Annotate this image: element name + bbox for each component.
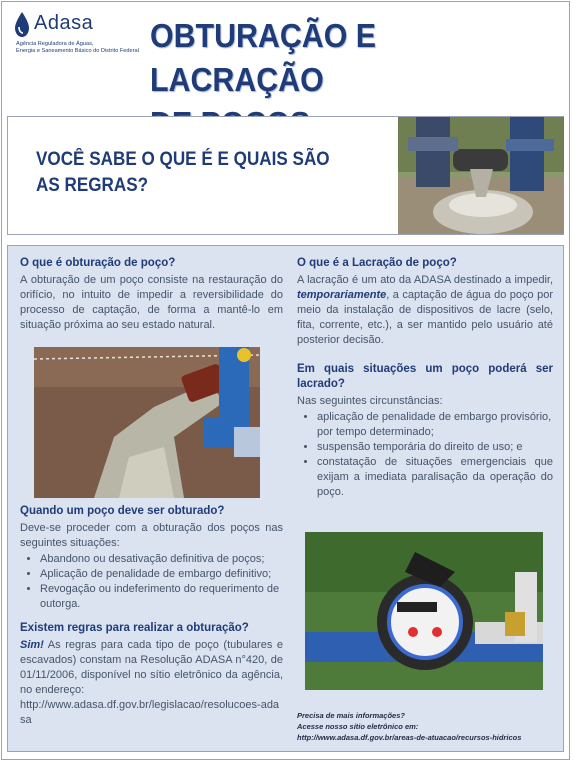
adasa-logo (14, 10, 144, 60)
emphasis-sim: Sim! (20, 639, 44, 651)
title-line1: OBTURAÇÃO E LACRAÇÃO (150, 17, 377, 98)
footer-info (297, 710, 557, 743)
list-item: • Abandono ou desativação definitiva de poços; (40, 552, 283, 567)
logo-tagline-line2: Energia e Saneamento Básico do Distrito Federal (16, 48, 139, 54)
link-resolucoes-adasa[interactable]: http://www.adasa.df.gov.br/legislacao/resolucoes-adasa (20, 699, 280, 726)
content-panel (7, 245, 564, 752)
heading-regras-obturacao: Existem regras para realizar a obturação? (20, 622, 249, 634)
list-item: • Revogação ou indeferimento do requerimento de outorga. (40, 582, 283, 612)
right-column (297, 256, 553, 500)
logo-tagline-line1: Agência Reguladora de Águas, (16, 41, 94, 47)
footer-link[interactable]: http://www.adasa.df.gov.br/areas-de-atuacao/recursos-hidricos (297, 733, 522, 742)
list-item: • aplicação de penalidade de embargo provisório, por tempo determinado; (317, 410, 553, 440)
list-lacracao-situacoes (297, 410, 553, 500)
footer-line1: Precisa de mais informações? (297, 711, 405, 720)
list-item: • Aplicação de penalidade de embargo definitivo; (40, 567, 283, 582)
emphasis-temporariamente: temporariamente (297, 289, 387, 301)
regras-text: As regras para cada tipo de poço (tubulares e escavados) constam na Resolução ADASA n°420, de 01/11/2006, disponível no sítio eletrônico da agência, no endereço: (20, 639, 283, 696)
workers-pouring-photo (398, 117, 564, 234)
paragraph-circunstancias: Nas seguintes circunstâncias: (297, 395, 443, 407)
logo-tagline (16, 41, 151, 55)
list-item: • suspensão temporária do direito de uso; e (317, 440, 553, 455)
lacracao-text-b: , a captação de água do poço por meio da instalação de dispositivos de lacre (selo, fita, corrente, etc.), a ser mantido pelo usuário até posterior decisão. (297, 289, 553, 346)
heading-quando-lacrar: Em quais situações um poço poderá ser lacrado? (297, 363, 553, 390)
banner-question (36, 147, 342, 199)
lacracao-text-a: A lacração é um ato da ADASA destinado a impedir, (297, 274, 553, 286)
list-item: • constatação de situações emergenciais que exijam a imediata paralisação da operação do poço. (317, 455, 553, 500)
gravel-obturation-photo (34, 347, 260, 498)
list-obturacao-situacoes (20, 552, 283, 612)
question-banner (7, 116, 564, 235)
water-drop-icon (14, 12, 30, 38)
paragraph-regras (20, 638, 283, 698)
banner-question-line2: AS REGRAS? (36, 175, 149, 196)
heading-quando-obturar: Quando um poço deve ser obturado? (20, 505, 225, 517)
water-meter-photo (305, 532, 543, 690)
logo-brand: Adasa (34, 12, 94, 34)
banner-question-line1: VOCÊ SABE O QUE É E QUAIS SÃO (36, 149, 330, 170)
heading-o-que-e-lacracao: O que é a Lacração de poço? (297, 257, 457, 269)
paragraph-quando-obturar: Deve-se proceder com a obturação dos poços nas seguintes situações: (20, 522, 283, 549)
footer-line2: Acesse nosso sítio eletrônico em: (297, 722, 419, 731)
paragraph-obturacao: A obturação de um poço consiste na restauração do orifício, no intuito de impedir a reversibilidade do processo de captação, de forma a mantê-lo em situação próxima ao seu estado natural. (20, 274, 283, 331)
paragraph-lacracao (297, 273, 553, 348)
heading-o-que-e-obturacao: O que é obturação de poço? (20, 257, 176, 269)
